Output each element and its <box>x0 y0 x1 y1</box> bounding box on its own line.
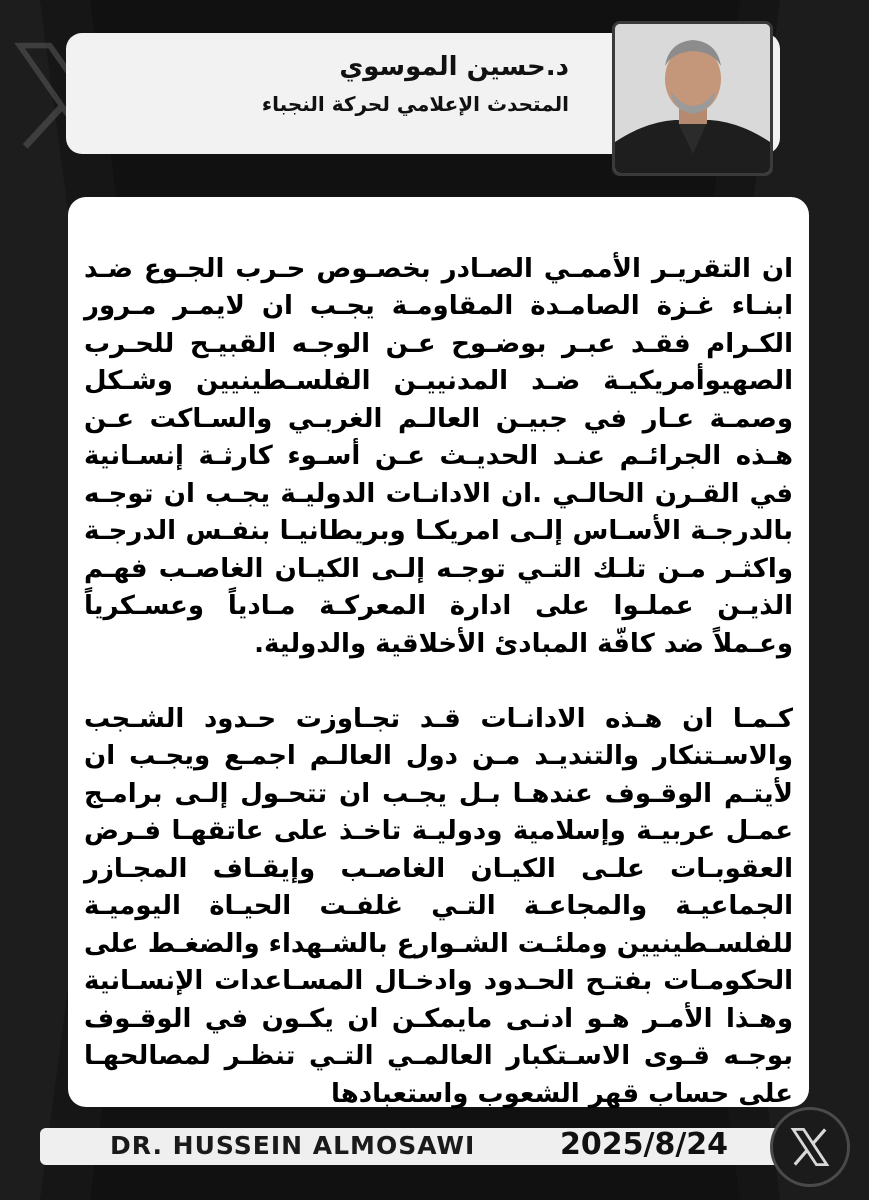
speaker-photo <box>612 21 773 176</box>
avatar-illustration <box>615 24 770 173</box>
x-logo-icon <box>790 1127 830 1167</box>
speaker-role: المتحدث الإعلامي لحركة النجباء <box>261 92 569 116</box>
statement-paragraph-1: ان التقريـر الأممـي الصـادر بخصـوص حـرب الجـوع ضـد ابنـاء غـزة الصامـدة المقاومـة يجـب ان لايمـر مـرور الكـرام فقـد عبـر بوضـوح عـن الوجـه القبيـح للحـرب الصهيوأمريكيـة ضـد المدنييـن الفلسـطينيين وشـكل وصمـة عـار في جبيـن العالـم الغربـي والسـاكت عـن هـذه الجرائـم عنـد الحديـث عـن أسـوء كارثـة إنسـانية في القـرن الحالـي .ان الادانـات الدوليـة يجـب ان توجـه بالدرجـة الأسـاس إلـى امريكـا وبريطانيـا بنفـس الدرجـة واكثـر مـن تلـك التـي توجـه إلـى الكيـان الغاصـب فهـم الذيـن عملـوا على ادارة المعركـة مـادياً وعسـكرياً وعـملاً ضد كافّة المبادئ الأخلاقية والدولية. <box>84 253 793 659</box>
speaker-name: د.حسين الموسوي <box>339 52 569 82</box>
statement-paragraph-2: كـمـا ان هـذه الادانـات قـد تجـاوزت حـدود الشـجب والاسـتنكار والتنديـد مـن دول العالـم اجمـع ويجـب ان لأيتـم الوقـوف عندهـا بـل يجـب ان تتحـول إلـى برامـج عمـل عربيـة وإسلامية ودوليـة تاخـذ على عاتقهـا فـرض العقوبـات علـى الكيـان الغاصـب وإيقـاف المجـازر الجماعيـة والمجاعـة التـي غلفـت الحيـاة اليوميـة للفلسـطينيين وملئـت الشـوارع بالشـهداء والضغـط على الحكومـات بفتـح الحـدود وادخـال المسـاعدات الإنسـانية وهـذا الأمـر هـو ادنـى مايمكـن ان يكـون في الوقـوف بوجـه قـوى الاسـتكبار العالمـي التـي تنظـر لمصالحهـا على حساب قهر الشعوب واستعبادها <box>84 703 793 1109</box>
statement-card <box>68 197 809 1107</box>
footer-name: DR. HUSSEIN ALMOSAWI <box>110 1131 476 1160</box>
footer-date: 2025/8/24 <box>560 1127 729 1162</box>
statement-text <box>84 213 793 1151</box>
x-badge <box>770 1107 850 1187</box>
